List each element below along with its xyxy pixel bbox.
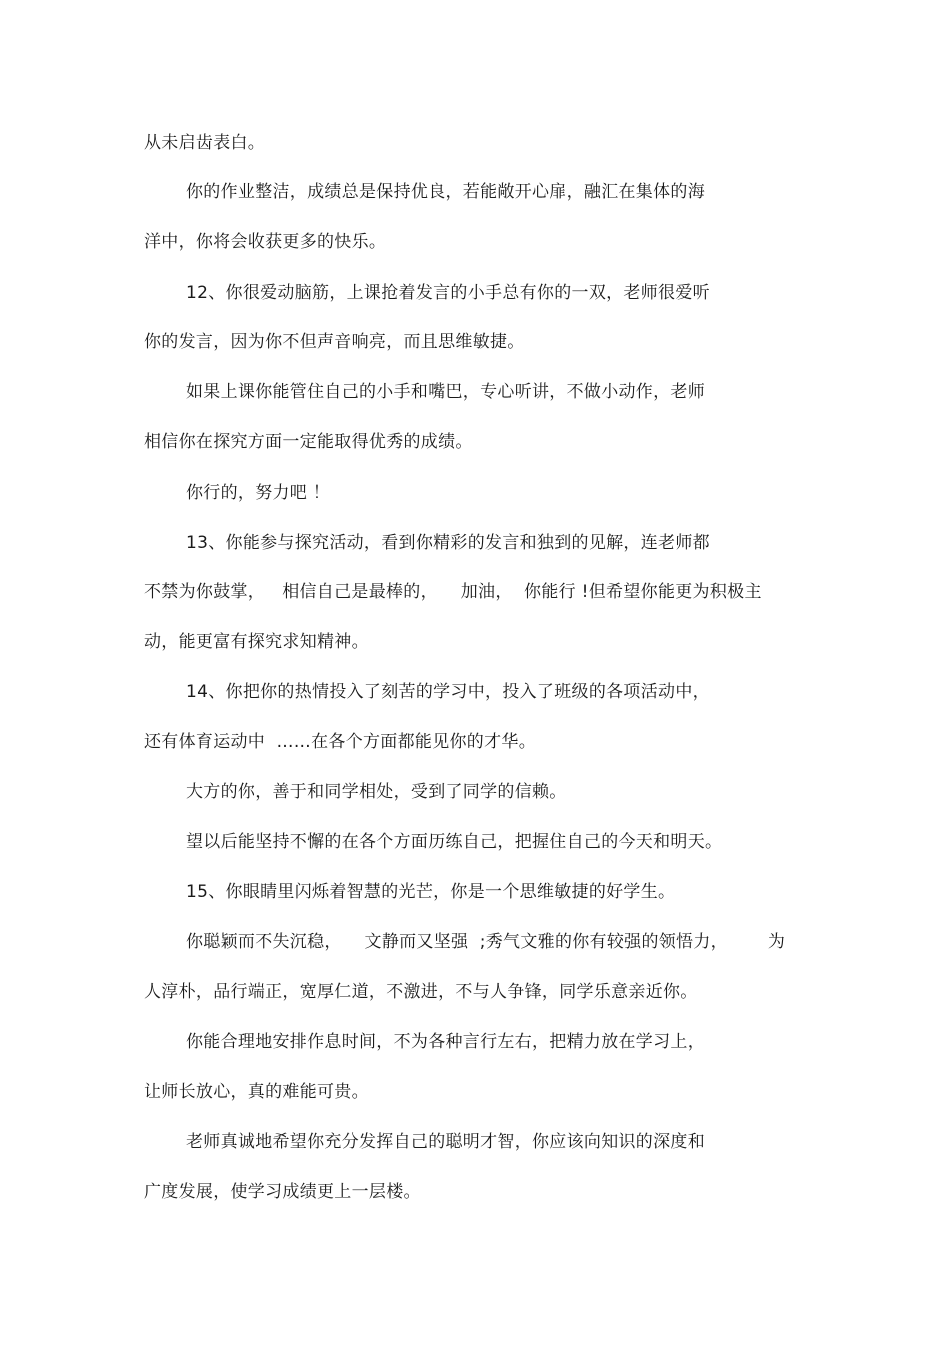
text-line: 如果上课你能管住自己的小手和嘴巴，专心听讲，不做小动作，老师 (186, 382, 705, 402)
text-line: 老师真诚地希望你充分发挥自己的聪明才智，你应该向知识的深度和 (186, 1132, 705, 1152)
text-line: 你能合理地安排作息时间，不为各种言行左右，把精力放在学习上， (186, 1032, 705, 1052)
text-line: 15、你眼睛里闪烁着智慧的光芒，你是一个思维敏捷的好学生。 (186, 882, 676, 902)
text-line: 让师长放心，真的难能可贵。 (144, 1082, 369, 1102)
text-line: 动，能更富有探究求知精神。 (144, 632, 369, 652)
text-line: 13、你能参与探究活动，看到你精彩的发言和独到的见解，连老师都 (186, 533, 710, 553)
text-line: 你的作业整洁，成绩总是保持优良，若能敞开心扉，融汇在集体的海 (186, 182, 705, 202)
text-line: 你聪颖而不失沉稳， 文静而又坚强 ;秀气文雅的你有较强的领悟力， 为 (186, 932, 786, 952)
text-line: 你行的，努力吧 ！ (186, 483, 331, 503)
text-line: 望以后能坚持不懈的在各个方面历练自己，把握住自己的今天和明天。 (186, 832, 723, 852)
text-line: 相信你在探究方面一定能取得优秀的成绩。 (144, 432, 473, 452)
text-line: 14、你把你的热情投入了刻苦的学习中，投入了班级的各项活动中， (186, 682, 710, 702)
text-line: 洋中，你将会收获更多的快乐。 (144, 232, 387, 252)
text-line: 人淳朴，品行端正，宽厚仁道，不激进，不与人争锋，同学乐意亲近你。 (144, 982, 698, 1002)
text-line: 你的发言，因为你不但声音响亮，而且思维敏捷。 (144, 332, 525, 352)
text-line: 不禁为你鼓掌， 相信自己是最棒的， 加油， 你能行 !但希望你能更为积极主 (144, 582, 762, 602)
text-line: 12、你很爱动脑筋，上课抢着发言的小手总有你的一双，老师很爱听 (186, 283, 710, 303)
text-line: 还有体育运动中 ……在各个方面都能见你的才华。 (144, 732, 537, 752)
text-line: 从未启齿表白。 (144, 133, 266, 153)
text-line: 广度发展，使学习成绩更上一层楼。 (144, 1182, 421, 1202)
text-line: 大方的你，善于和同学相处，受到了同学的信赖。 (186, 782, 567, 802)
